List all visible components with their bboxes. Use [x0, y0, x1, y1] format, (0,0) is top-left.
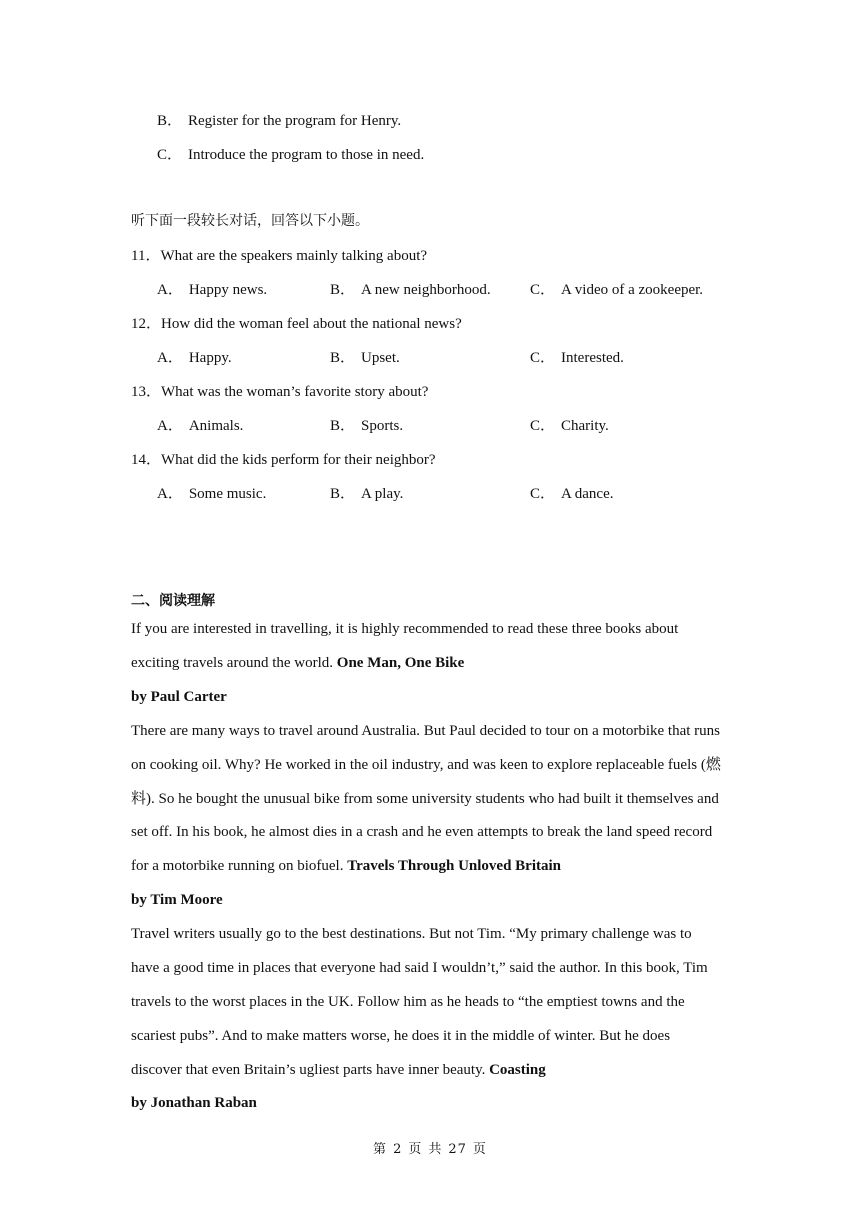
q13-option-b	[330, 416, 403, 436]
option-label: A．	[157, 282, 183, 298]
option-text: A play.	[361, 486, 404, 502]
book-author: by Tim Moore	[131, 892, 223, 908]
question-11	[131, 246, 427, 266]
question-number: 14．	[131, 452, 162, 468]
question-text: What was the woman’s favorite story about?	[161, 384, 429, 400]
paragraph-line: Travel writers usually go to the best destinations. But not Tim. “My primary challenge was to	[131, 926, 692, 942]
question-number: 13．	[131, 384, 162, 400]
option-label: C．	[157, 147, 183, 163]
q13-option-c	[530, 416, 609, 436]
reading-intro-line	[131, 653, 464, 673]
footer-prefix: 第	[373, 1142, 388, 1157]
book-author: by Jonathan Raban	[131, 1095, 257, 1111]
option-label: C．	[530, 350, 556, 366]
option-label: C．	[530, 282, 556, 298]
option-label: B．	[157, 113, 183, 129]
listening-instruction: 听下面一段较长对话，回答以下小题。	[131, 213, 369, 229]
option-label: C．	[530, 486, 556, 502]
question-text: What are the speakers mainly talking about?	[160, 248, 428, 264]
option-text: Introduce the program to those in need.	[188, 147, 425, 163]
option-text: Sports.	[361, 418, 404, 434]
paragraph-text: for a motorbike running on biofuel.	[131, 858, 344, 874]
question-number: 12．	[131, 316, 162, 332]
q13-option-a	[157, 416, 243, 436]
footer-page-suffix: 页	[408, 1142, 423, 1157]
option-text: A video of a zookeeper.	[561, 282, 704, 298]
option-label: A．	[157, 350, 183, 366]
option-text: Interested.	[561, 350, 624, 366]
option-text: Charity.	[561, 418, 609, 434]
option-c	[157, 145, 424, 165]
paragraph-line: on cooking oil. Why? He worked in the oil industry, and was keen to explore replaceable fuels (燃	[131, 757, 721, 773]
question-text: How did the woman feel about the national news?	[161, 316, 462, 332]
option-text: A dance.	[561, 486, 614, 502]
paragraph-line	[131, 1060, 546, 1080]
question-12	[131, 314, 462, 334]
total-pages: 27	[448, 1142, 467, 1157]
page-number: 2	[393, 1142, 403, 1157]
option-text: Some music.	[188, 486, 267, 502]
q11-option-b	[330, 280, 491, 300]
question-13	[131, 382, 428, 402]
option-label: B．	[330, 282, 356, 298]
intro-text: exciting travels around the world.	[131, 655, 334, 671]
option-text: Happy news.	[188, 282, 268, 298]
book-title: One Man, One Bike	[336, 655, 465, 671]
footer-total-prefix: 共	[428, 1142, 443, 1157]
section-title: 二、阅读理解	[131, 593, 215, 609]
option-label: A．	[157, 418, 183, 434]
question-14	[131, 450, 436, 470]
option-text: A new neighborhood.	[361, 282, 491, 298]
reading-intro-line: If you are interested in travelling, it is highly recommended to read these three books about	[131, 621, 679, 637]
paragraph-line: set off. In his book, he almost dies in a crash and he even attempts to break the land speed record	[131, 824, 713, 840]
footer-total-suffix: 页	[472, 1142, 487, 1157]
paragraph-text: discover that even Britain’s ugliest parts have inner beauty.	[131, 1062, 486, 1078]
option-label: B．	[330, 350, 356, 366]
q14-option-c	[530, 484, 614, 504]
q12-option-c	[530, 348, 624, 368]
option-text: Animals.	[188, 418, 244, 434]
question-number: 11．	[131, 248, 161, 264]
paragraph-line: travels to the worst places in the UK. Follow him as he heads to “the emptiest towns and the	[131, 994, 685, 1010]
book-title: Travels Through Unloved Britain	[347, 858, 562, 874]
book-title: Coasting	[489, 1062, 546, 1078]
option-text: Upset.	[361, 350, 400, 366]
option-label: A．	[157, 486, 183, 502]
option-label: B．	[330, 418, 356, 434]
q12-option-a	[157, 348, 232, 368]
option-text: Register for the program for Henry.	[188, 113, 402, 129]
q11-option-c	[530, 280, 703, 300]
paragraph-line: 料). So he bought the unusual bike from some university students who had built it themselves and	[131, 791, 719, 807]
option-label: B．	[330, 486, 356, 502]
option-text: Happy.	[188, 350, 232, 366]
page-footer	[0, 1140, 860, 1160]
paragraph-line	[131, 856, 561, 876]
q14-option-a	[157, 484, 266, 504]
option-b	[157, 111, 401, 131]
q11-option-a	[157, 280, 267, 300]
option-label: C．	[530, 418, 556, 434]
paragraph-line: There are many ways to travel around Australia. But Paul decided to tour on a motorbike that runs	[131, 723, 721, 739]
paragraph-line: scariest pubs”. And to make matters worse, he does it in the middle of winter. But he does	[131, 1028, 671, 1044]
q12-option-b	[330, 348, 400, 368]
book-author: by Paul Carter	[131, 689, 227, 705]
question-text: What did the kids perform for their neighbor?	[161, 452, 436, 468]
paragraph-line: have a good time in places that everyone had said I wouldn’t,” said the author. In this book, Tim	[131, 960, 708, 976]
q14-option-b	[330, 484, 403, 504]
